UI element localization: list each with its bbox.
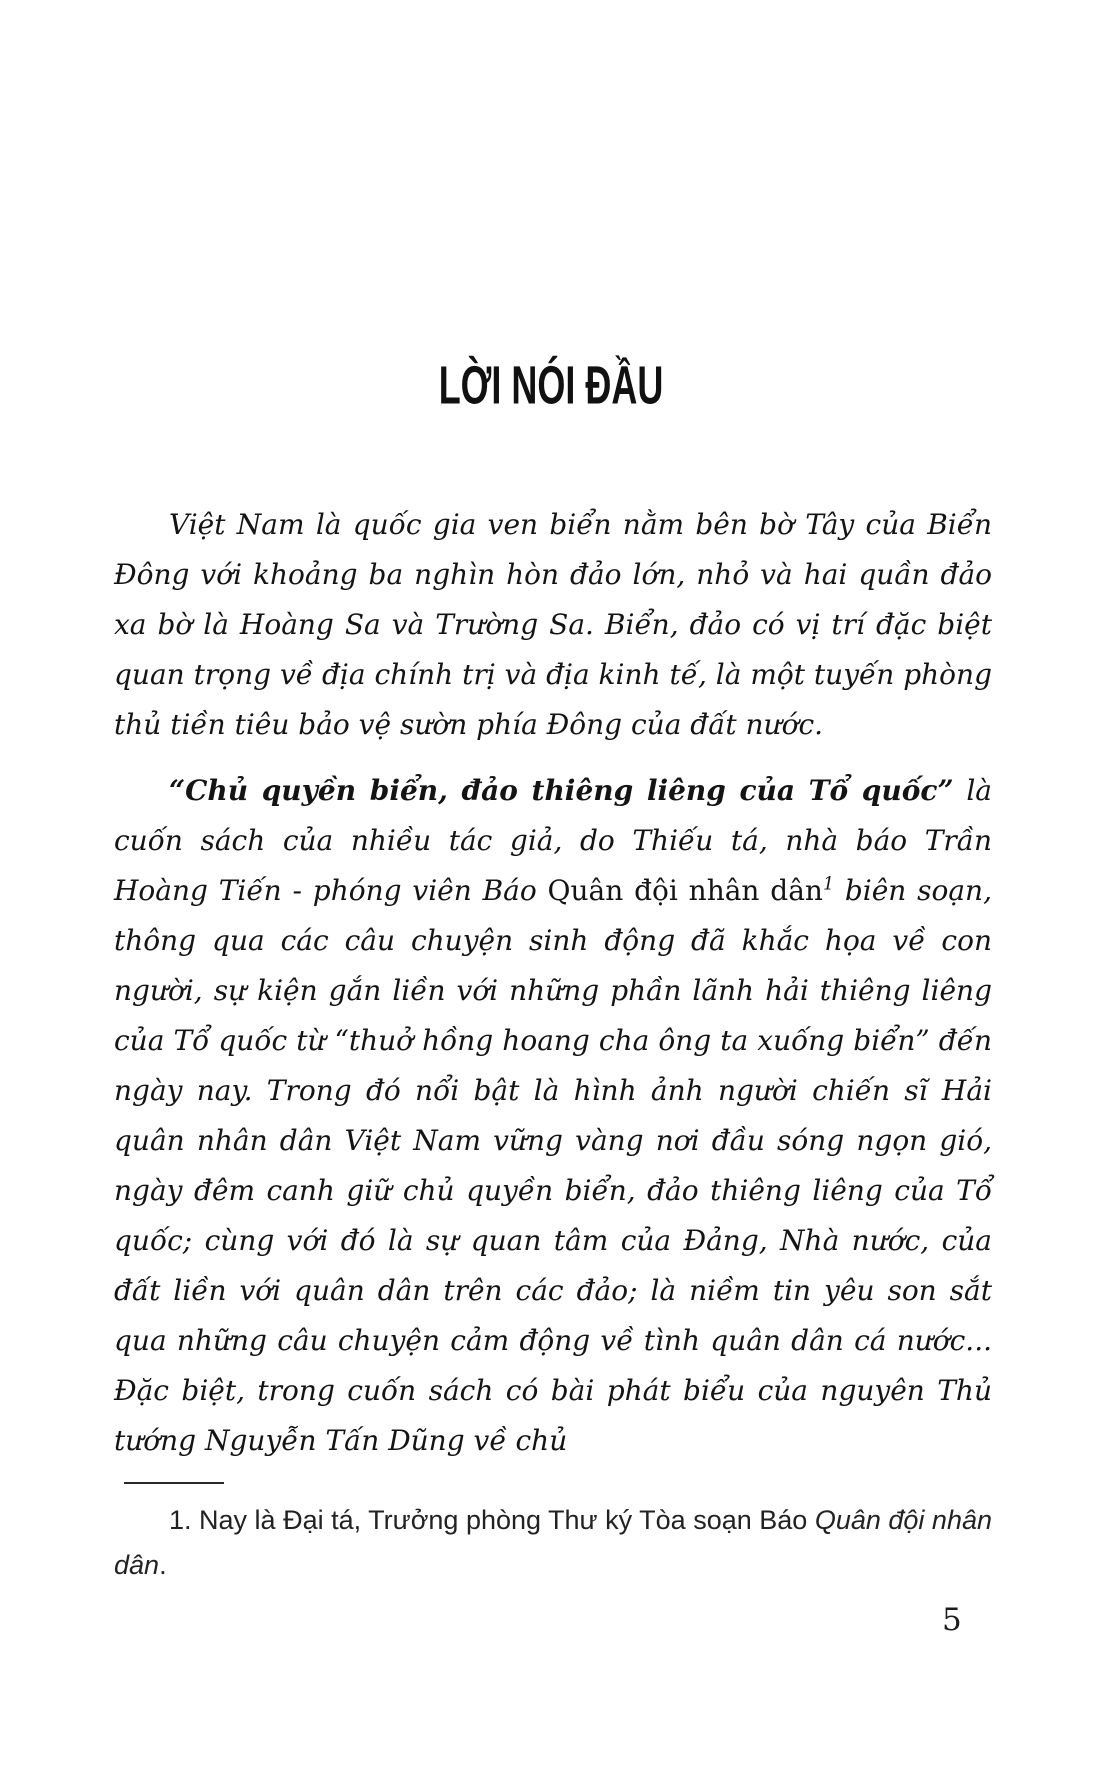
text-segment: Quân đội nhân dân <box>114 1505 992 1580</box>
footnote <box>114 1482 992 1588</box>
text-segment: biên soạn, thông qua các câu chuyện sinh động đã khắc họa về con người, sự kiện gắn liền với những phần lãnh hải thiêng liêng của Tổ quốc từ “thuở hồng hoang cha ông ta xuống biển” đến ngày nay. Trong đó nổi bật là hình ảnh người chiến sĩ Hải quân nhân dân Việt Nam vững vàng nơi đầu sóng ngọn gió, ngày đêm canh giữ chủ quyền biển, đảo thiêng liêng của Tổ quốc; cùng với đó là sự quan tâm của Đảng, Nhà nước, của đất liền với quân dân trên các đảo; là niềm tin yêu son sắt qua những câu chuyện cảm động về tình quân dân cá nước... Đặc biệt, trong cuốn sách có bài phát biểu của nguyên Thủ tướng Nguyễn Tấn Dũng về chủ <box>114 874 992 1457</box>
text-segment: . <box>159 1550 167 1580</box>
text-segment: 1. Nay là Đại tá, Trưởng phòng Thư ký Tòa soạn Báo <box>169 1505 815 1535</box>
text-segment: Việt Nam là quốc gia ven biển nằm bên bờ Tây của Biển Đông với khoảng ba nghìn hòn đảo lớn, nhỏ và hai quần đảo xa bờ là Hoàng Sa và Trường Sa. Biển, đảo có vị trí đặc biệt quan trọng về địa chính trị và địa kinh tế, là một tuyến phòng thủ tiền tiêu bảo vệ sườn phía Đông của đất nước. <box>114 508 992 741</box>
body-text <box>114 500 992 1466</box>
paragraph <box>114 500 992 750</box>
text-segment: Quân đội nhân dân <box>547 874 823 907</box>
text-segment: là cuốn sách của nhiều tác giả, do Thiếu tá, nhà báo Trần Hoàng Tiến - phóng viên Báo <box>114 774 992 907</box>
page-number: 5 <box>942 1602 962 1638</box>
page-title-text: LỜI NÓI ĐẦU <box>439 354 664 416</box>
footnote-separator <box>124 1482 224 1484</box>
text-segment: “Chủ quyền biển, đảo thiêng liêng của Tổ quốc” <box>169 774 954 807</box>
footnote-text <box>114 1498 992 1588</box>
text-segment: 1 <box>822 874 834 895</box>
paragraph <box>114 766 992 1466</box>
page-title <box>0 354 1103 416</box>
